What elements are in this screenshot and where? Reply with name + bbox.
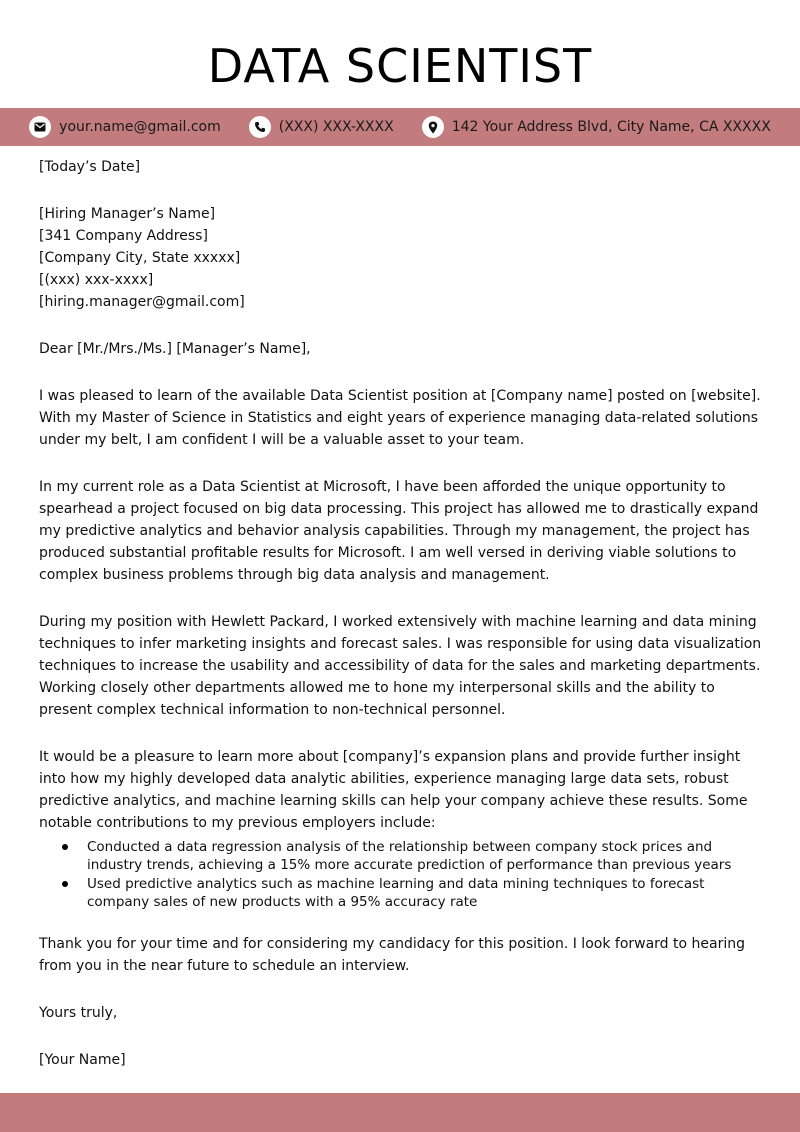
address-text: 142 Your Address Blvd, City Name, CA XXXXX	[451, 119, 771, 135]
letter-date: [Today’s Date]	[39, 159, 141, 175]
signoff: Yours truly,	[39, 1005, 118, 1021]
salutation: Dear [Mr./Mrs./Ms.] [Manager’s Name],	[39, 341, 311, 357]
phone-text: (XXX) XXX-XXXX	[278, 119, 394, 135]
location-pin-icon	[422, 116, 444, 138]
list-item: Conducted a data regression analysis of the relationship between company stock prices and industry trends, achieving a 15% more accurate prediction of performance than previous years	[39, 838, 769, 874]
recipient-block	[39, 203, 769, 313]
contributions-list	[39, 838, 769, 911]
footer-bar	[0, 1093, 800, 1132]
contact-address	[422, 116, 771, 138]
recipient-line: [Hiring Manager’s Name]	[39, 206, 216, 222]
body-paragraph: I was pleased to learn of the available Data Scientist position at [Company name] posted on [website]. With my Master of Science in Statistics and eight years of experience managing data-related solutions under my belt, I am confident I will be a valuable asset to your team.	[39, 388, 761, 448]
phone-icon	[249, 116, 271, 138]
email-text: your.name@gmail.com	[59, 119, 221, 135]
closing-paragraph: Thank you for your time and for considering my candidacy for this position. I look forward to hearing from you in the near future to schedule an interview.	[39, 936, 745, 974]
body-paragraph: During my position with Hewlett Packard, I worked extensively with machine learning and data mining techniques to infer marketing insights and forecast sales. I was responsible for using data visualization techniques to increase the usability and accessibility of data for the sales and marketing departments. Working closely other departments allowed me to hone my interpersonal skills and the ability to present complex technical information to non-technical personnel.	[39, 614, 762, 718]
body-paragraph: In my current role as a Data Scientist at Microsoft, I have been afforded the unique opportunity to spearhead a project focused on big data processing. This project has allowed me to drastically expand my predictive analytics and behavior analysis capabilities. Through my management, the project has produced substantial profitable results for Microsoft. I am well versed in deriving viable solutions to complex business problems through big data analysis and management.	[39, 479, 759, 583]
recipient-line: [341 Company Address]	[39, 228, 208, 244]
contact-email	[29, 116, 221, 138]
signature: [Your Name]	[39, 1052, 126, 1068]
page-title: DATA SCIENTIST	[207, 39, 593, 93]
body-paragraph: It would be a pleasure to learn more about [company]’s expansion plans and provide further insight into how my highly developed data analytic abilities, experience managing large data sets, robust predictive analytics, and machine learning skills can help your company achieve these results. Some notable contributions to my previous employers include:	[39, 749, 748, 831]
contact-phone	[249, 116, 394, 138]
contact-bar	[0, 108, 800, 146]
letter-body	[39, 156, 769, 1071]
bullet-icon	[62, 844, 68, 850]
recipient-line: [Company City, State xxxxx]	[39, 250, 241, 266]
recipient-line: [(xxx) xxx-xxxx]	[39, 272, 154, 288]
list-item: Used predictive analytics such as machine learning and data mining techniques to forecast company sales of new products with a 95% accuracy rate	[39, 875, 769, 911]
recipient-line: [hiring.manager@gmail.com]	[39, 294, 245, 310]
envelope-icon	[29, 116, 51, 138]
bullet-icon	[62, 881, 68, 887]
